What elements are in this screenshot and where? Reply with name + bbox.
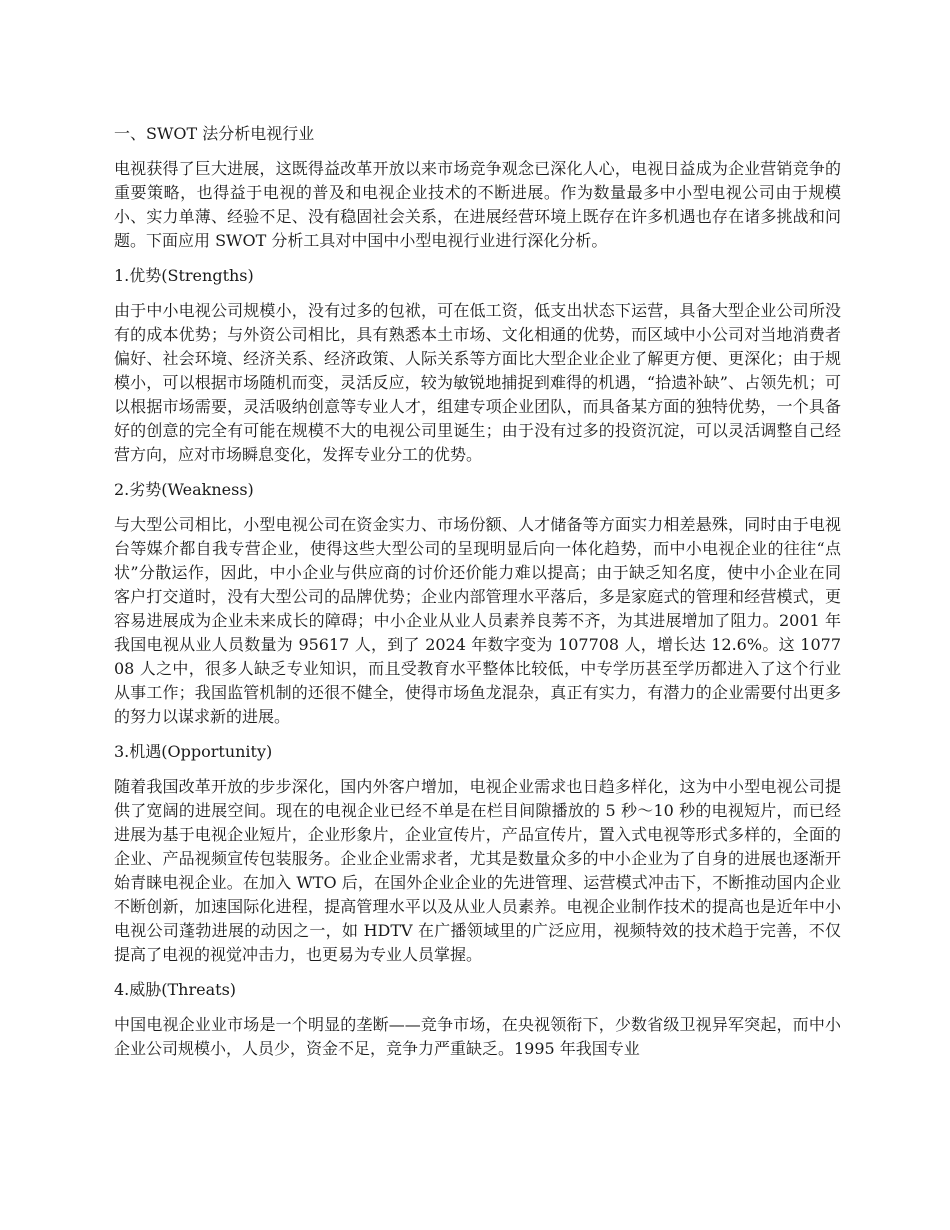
section-body-strengths: 由于中小电视公司规模小，没有过多的包袱，可在低工资，低支出状态下运营，具备大型企业公司所没有的成本优势；与外资公司相比，具有熟悉本土市场、文化相通的优势，而区域中小公司对当地消费者偏好、社会环境、经济关系、经济政策、人际关系等方面比大型企业企业了解更方便、更深化；由于规模小，可以根据市场随机而变，灵活反应，较为敏锐地捕捉到难得的机遇，“拾遗补缺”、占领先机；可以根据市场需要，灵活吸纳创意等专业人才，组建专项企业团队，而具备某方面的独特优势，一个具备好的创意的完全有可能在规模不大的电视公司里诞生；由于没有过多的投资沉淀，可以灵活调整自己经营方向，应对市场瞬息变化，发挥专业分工的优势。 xyxy=(114,301,841,464)
section-heading-strengths: 1.优势(Strengths) xyxy=(114,266,254,285)
section-body-weakness: 与大型公司相比，小型电视公司在资金实力、市场份额、人才储备等方面实力相差悬殊，同时由于电视台等媒介都自我专营企业，使得这些大型公司的呈现明显后向一体化趋势，而中小电视企业的往往“点状”分散运作，因此，中小企业与供应商的讨价还价能力难以提高；由于缺乏知名度，使中小企业在同客户打交道时，没有大型公司的品牌优势；企业内部管理水平落后，多是家庭式的管理和经营模式，更容易进展成为企业未来成长的障碍；中小企业从业人员素养良莠不齐，为其进展增加了阻力。2001 年我国电视从业人员数量为 95617 人，到了 2024 年数字变为 107708 人，增长达 12.6%。这 107708 人之中，很多人缺乏专业知识，而且受教育水平整体比较低，中专学历甚至学历都进入了这个行业从事工作；我国监管机制的还很不健全，使得市场鱼龙混杂，真正有实力，有潜力的企业需要付出更多的努力以谋求新的进展。 xyxy=(114,515,841,726)
section-body-threats: 中国电视企业业市场是一个明显的垄断——竞争市场，在央视领衔下，少数省级卫视异军突起，而中小企业公司规模小，人员少，资金不足，竞争力严重缺乏。1995 年我国专业 xyxy=(114,1015,841,1058)
intro-paragraph: 电视获得了巨大进展，这既得益改革开放以来市场竞争观念已深化人心，电视日益成为企业营销竞争的重要策略，也得益于电视的普及和电视企业技术的不断进展。作为数量最多中小型电视公司由于规模小、实力单薄、经验不足、没有稳固社会关系，在进展经营环境上既存在许多机遇也存在诸多挑战和问题。下面应用 SWOT 分析工具对中国中小型电视行业进行深化分析。 xyxy=(114,159,841,250)
section-heading-opportunity: 3.机遇(Opportunity) xyxy=(114,742,273,761)
document-content xyxy=(114,122,841,1072)
page-title: 一、SWOT 法分析电视行业 xyxy=(114,124,315,143)
section-body-opportunity: 随着我国改革开放的步步深化，国内外客户增加，电视企业需求也日趋多样化，这为中小型电视公司提供了宽阔的进展空间。现在的电视企业已经不单是在栏目间隙播放的 5 秒～10 秒的电视短片，而已经进展为基于电视企业短片，企业形象片，企业宣传片，产品宣传片，置入式电视等形式多样的，全面的企业、产品视频宣传包装服务。企业企业需求者，尤其是数量众多的中小企业为了自身的进展也逐渐开始青睐电视企业。在加入 WTO 后，在国外企业企业的先进管理、运营模式冲击下，不断推动国内企业不断创新，加速国际化进程，提高管理水平以及从业人员素养。电视企业制作技术的提高也是近年中小电视公司蓬勃进展的动因之一，如 HDTV 在广播领域里的广泛应用，视频特效的技术趋于完善，不仅提高了电视的视觉冲击力，也更易为专业人员掌握。 xyxy=(114,777,841,964)
section-heading-weakness: 2.劣势(Weakness) xyxy=(114,480,254,499)
section-heading-threats: 4.威胁(Threats) xyxy=(114,980,237,999)
